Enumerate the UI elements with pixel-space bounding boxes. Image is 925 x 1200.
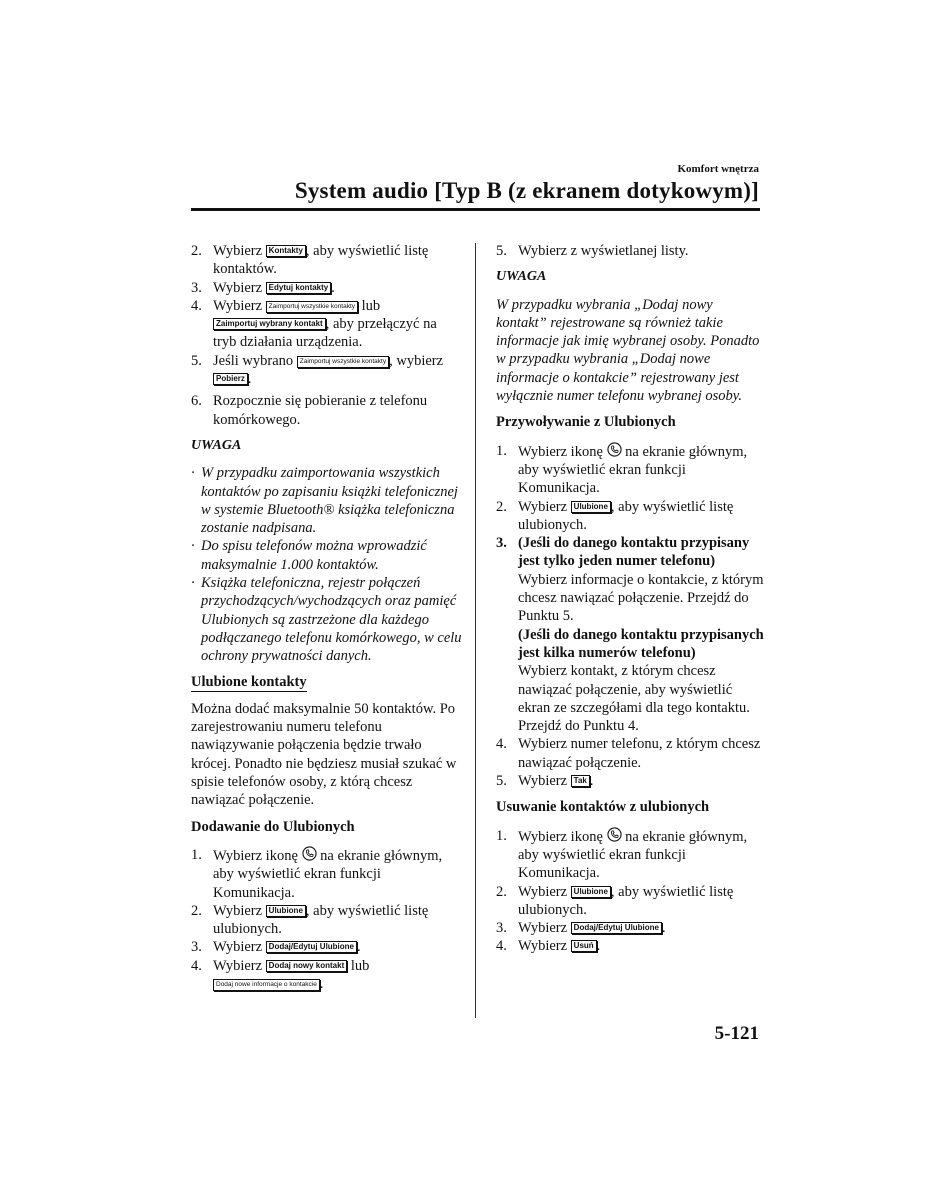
import-all-contacts-button: Zaimportuj wszystkie kontakty (297, 356, 389, 368)
step-text: , aby wyświetlić listę ulubionych. (518, 498, 734, 533)
step-number: 4. (496, 736, 507, 753)
import-selected-contact-button: Zaimportuj wybrany kontakt (213, 318, 326, 330)
step-text: , aby wyświetlić listę ulubionych. (213, 902, 429, 938)
note-heading: UWAGA (496, 269, 547, 285)
note-bullet: · Książka telefoniczna, rejestr połączeń przychodzących/wychodzących oraz pamięć Ulubionych są zastrzeżone dla każdego podłączanego telefonu komórkowego, w celu ochrony prywatności danych. (191, 575, 462, 665)
step-text: . (589, 773, 594, 790)
add-favorites-heading: Dodawanie do Ulubionych (191, 818, 355, 835)
note-heading: UWAGA (191, 437, 242, 453)
step-text: . (319, 975, 324, 992)
step-text: Wybierz (213, 297, 266, 314)
add-edit-favorites-button: Dodaj/Edytuj Ulubione (571, 922, 662, 934)
step-text: Wybierz (213, 279, 266, 296)
step-number: 4. (496, 938, 507, 955)
step-text: Wybierz numer telefonu, z którym chcesz nawiązać połączenie. (518, 736, 761, 771)
step-text: Wybierz ikonę (518, 443, 607, 460)
step-text: Wybierz z wyświetlanej listy. (518, 243, 689, 259)
condition-heading: (Jeśli do danego kontaktu przypisanych jest kilka numerów telefonu) (518, 626, 764, 661)
step-number: 2. (191, 243, 202, 259)
step-text: na ekranie głównym, aby wyświetlić ekran funkcji Komunikacja. (213, 847, 443, 901)
step-text: Wybierz (213, 243, 266, 259)
step-text: lub (347, 957, 370, 974)
list-item (496, 442, 764, 498)
step-number: 5. (496, 243, 507, 259)
step-number: 3. (191, 279, 202, 296)
step-text: , aby wyświetlić listę kontaktów. (213, 243, 429, 278)
bullet-text: Książka telefoniczna, rejestr połączeń przychodzących/wychodzących oraz pamięć Ulubionych są zastrzeżone dla każdego podłączanego telefonu komórkowego, w celu ochrony prywatności danych. (201, 575, 462, 665)
list-item (496, 883, 764, 920)
list-item (496, 772, 764, 790)
step-text: Wybierz informacje o kontakcie, z którym chcesz nawiązać połączenie. Przejdź do Punktu 5. (518, 571, 764, 625)
step-text: . (596, 938, 601, 955)
step-text: , aby przełączyć na tryb działania urządzenia. (213, 316, 437, 351)
list-item (191, 392, 463, 429)
step-text: . (357, 939, 361, 956)
step-text: Wybierz kontakt, z którym chcesz nawiązać połączenie, aby wyświetlić ekran ze szczegółami dla tego kontaktu. Przejdź do Punktu 4. (518, 663, 750, 735)
list-item (191, 902, 463, 939)
list-item (191, 297, 463, 352)
delete-button: Usuń (571, 940, 597, 952)
step-text: Wybierz (518, 498, 571, 515)
contacts-button: Kontakty (266, 245, 306, 257)
list-item (191, 279, 463, 297)
bullet-text: Do spisu telefonów można wprowadzić maksymalnie 1.000 kontaktów. (201, 538, 427, 573)
list-item (496, 534, 764, 735)
step-text: Wybierz (518, 883, 571, 900)
step-number: 5. (191, 352, 202, 369)
step-text: na ekranie głównym, aby wyświetlić ekran funkcji Komunikacja. (518, 828, 748, 882)
favorites-button: Ulubione (266, 905, 306, 917)
list-item (191, 242, 463, 279)
phone-icon (302, 846, 317, 861)
call-favorites-heading: Przywoływanie z Ulubionych (496, 414, 676, 431)
list-item (496, 937, 764, 955)
favorites-button: Ulubione (571, 501, 611, 513)
step-number: 2. (191, 902, 202, 919)
right-column (496, 242, 764, 956)
step-number: 3. (496, 535, 507, 552)
step-text: Wybierz (213, 957, 266, 974)
step-text: Wybierz (213, 902, 266, 919)
note-bullet: · W przypadku zaimportowania wszystkich kontaktów po zapisaniu książki telefonicznej w systemie Bluetooth® książka telefoniczna zostanie nadpisana. (191, 465, 458, 537)
add-new-contact-button: Dodaj nowy kontakt (266, 960, 348, 972)
list-item (496, 242, 764, 260)
list-item (496, 827, 764, 883)
step-text: na ekranie głównym, aby wyświetlić ekran funkcji Komunikacja. (518, 443, 748, 497)
step-number: 3. (191, 939, 202, 956)
bullet-text: W przypadku zaimportowania wszystkich kontaktów po zapisaniu książki telefonicznej w systemie Bluetooth® książka telefoniczna zostanie nadpisana. (201, 465, 458, 537)
phone-icon (607, 442, 622, 457)
remove-favorites-heading: Usuwanie kontaktów z ulubionych (496, 799, 710, 816)
step-text: Rozpocznie się pobieranie z telefonu komórkowego. (213, 393, 428, 428)
section-label: Komfort wnętrza (677, 163, 759, 175)
edit-contacts-button: Edytuj kontakty (266, 282, 332, 294)
column-divider (475, 243, 476, 1018)
list-item (191, 938, 463, 956)
list-item (496, 735, 764, 772)
step-text: lub (358, 297, 381, 314)
favorites-paragraph: Można dodać maksymalnie 50 kontaktów. Po zarejestrowaniu numeru telefonu nawiązywanie połączenia będzie trwało krócej. Ponadto nie będziesz musiał szukać w spisie telefonów osoby, z którą chcesz nawiązać połączenie. (191, 700, 457, 809)
download-button: Pobierz (213, 373, 248, 385)
step-number: 1. (496, 442, 507, 459)
note-text: W przypadku wybrania „Dodaj nowy kontakt” rejestrowane są również takie informacje jak imię wybranej osoby. Ponadto w przypadku wybrania „Dodaj nowe informacje o kontakcie” rejestrowany jest wyłącznie numer telefonu wybranej osoby. (496, 296, 760, 405)
favorites-heading: Ulubione kontakty (191, 673, 307, 692)
title-rule (191, 208, 760, 211)
yes-button: Tak (571, 775, 590, 787)
page-number: 5-121 (714, 1023, 759, 1044)
step-number: 3. (496, 920, 507, 937)
left-column (191, 242, 463, 993)
step-number: 5. (496, 773, 507, 790)
step-number: 4. (191, 957, 202, 974)
add-new-contact-info-button: Dodaj nowe informacje o kontakcie (213, 979, 320, 991)
step-text: Wybierz (518, 920, 571, 937)
step-text: Wybierz ikonę (518, 828, 607, 845)
list-item (191, 957, 463, 994)
favorites-button: Ulubione (571, 886, 611, 898)
condition-heading: (Jeśli do danego kontaktu przypisany jest tylko jeden numer telefonu) (518, 535, 750, 570)
step-text: . (662, 920, 666, 937)
list-item (191, 352, 463, 389)
step-text: Jeśli wybrano (213, 352, 297, 369)
step-text: . (331, 279, 335, 296)
step-text: . (247, 371, 252, 388)
phone-icon (607, 827, 622, 842)
step-text: , aby wyświetlić listę ulubionych. (518, 883, 734, 918)
step-text: Wybierz ikonę (213, 847, 302, 864)
step-number: 1. (191, 846, 202, 863)
step-number: 2. (496, 498, 507, 515)
step-text: Wybierz (518, 773, 571, 790)
list-item (191, 846, 463, 902)
step-number: 4. (191, 297, 202, 314)
add-edit-favorites-button: Dodaj/Edytuj Ulubione (266, 941, 357, 953)
page-title: System audio [Typ B (z ekranem dotykowym)] (294, 178, 759, 203)
step-text: Wybierz (213, 939, 266, 956)
step-number: 6. (191, 393, 202, 410)
note-bullet: · Do spisu telefonów można wprowadzić maksymalnie 1.000 kontaktów. (191, 538, 427, 573)
step-number: 1. (496, 827, 507, 844)
step-text: , wybierz (389, 352, 444, 369)
list-item (496, 919, 764, 937)
step-text: Wybierz (518, 938, 571, 955)
step-number: 2. (496, 883, 507, 900)
list-item (496, 498, 764, 535)
import-all-contacts-button: Zaimportuj wszystkie kontakty (266, 301, 358, 313)
